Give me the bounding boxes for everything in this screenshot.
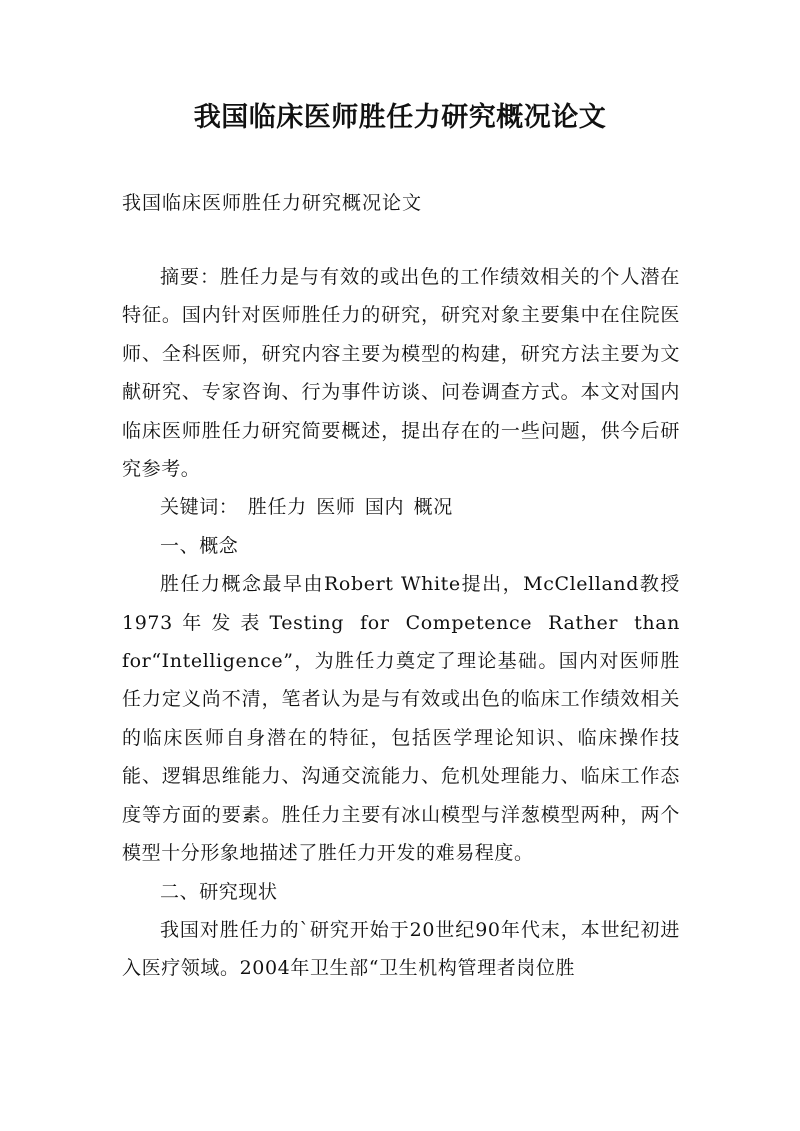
document-subtitle: 我国临床医师胜任力研究概况论文 <box>122 192 423 214</box>
keywords-label: 关键词： <box>160 496 239 519</box>
keyword-term: 概况 <box>413 496 453 519</box>
abstract-paragraph: 摘要：胜任力是与有效的或出色的工作绩效相关的个人潜在特征。国内针对医师胜任力的研究，研究对象主要集中在住院医师、全科医师，研究内容主要为模型的构建，研究方法主要为文献研究、专家咨询、行为事件访谈、问卷调查方式。本文对国内临床医师胜任力研究简要概述，提出存在的一些问题，供今后研究参考。 <box>122 266 680 481</box>
keyword-term: 胜任力 <box>247 496 307 519</box>
section-paragraph-status: 我国对胜任力的`研究开始于20世纪90年代末，本世纪初进入医疗领域。2004年卫生部“卫生机构管理者岗位胜 <box>122 918 680 980</box>
document-title: 我国临床医师胜任力研究概况论文 <box>193 102 607 133</box>
section-heading-status: 二、研究现状 <box>160 880 278 903</box>
document-body <box>122 258 680 988</box>
keyword-term: 医师 <box>316 496 356 519</box>
keywords-line <box>122 488 680 526</box>
section-heading-concept: 一、概念 <box>160 534 239 557</box>
keyword-term: 国内 <box>364 496 405 519</box>
section-paragraph-concept: 胜任力概念最早由Robert White提出，McClelland教授1973年发表Testing for Competence Rather than for“Intelligence”，为胜任力奠定了理论基础。国内对医师胜任力定义尚不清，笔者认为是与有效或出色的临床工作绩效相关的临床医师自身潜在的特征，包括医学理论知识、临床操作技能、逻辑思维能力、沟通交流能力、危机处理能力、临床工作态度等方面的要素。胜任力主要有冰山模型与洋葱模型两种，两个模型十分形象地描述了胜任力开发的难易程度。 <box>122 573 680 865</box>
